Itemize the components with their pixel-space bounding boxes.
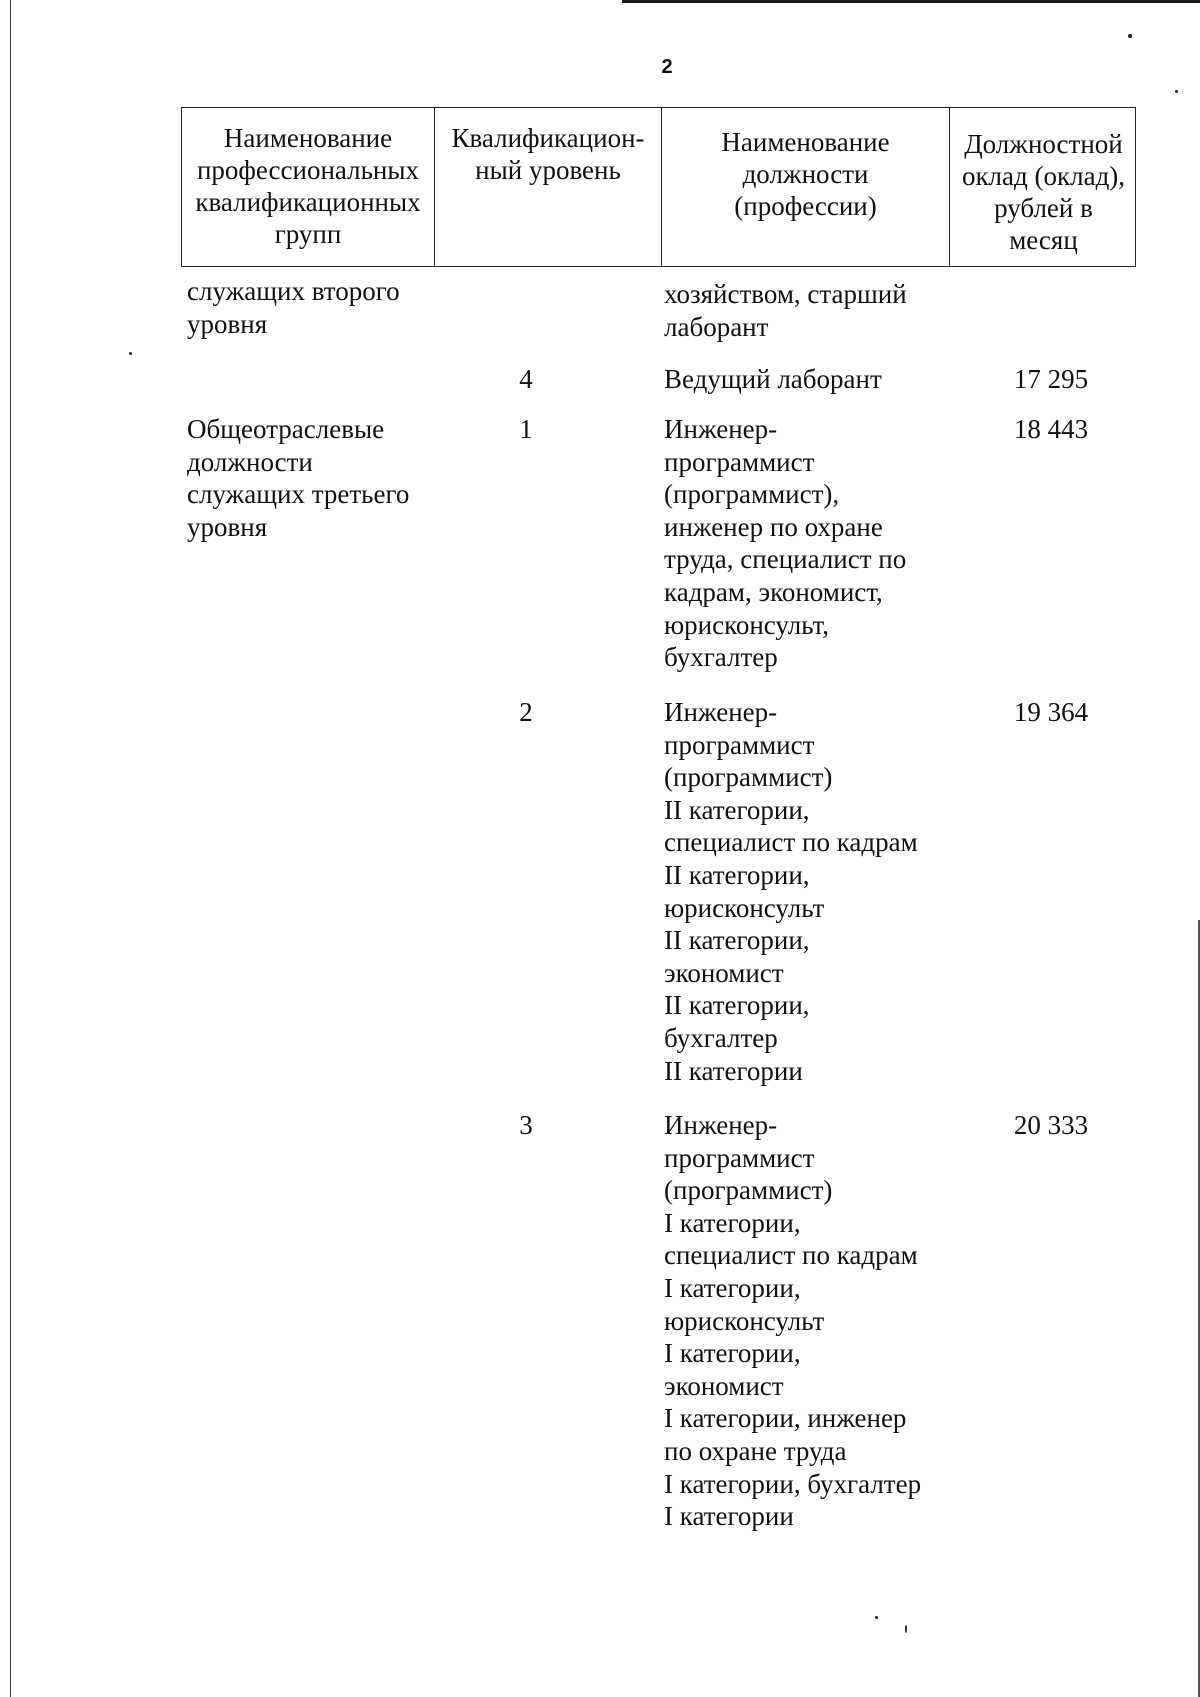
level-cell: 2	[519, 697, 533, 727]
position-cell: Инженер- программист (программист), инженер по охране труда, специалист по кадрам, экономист, юрисконсульт, бухгалтер	[664, 414, 907, 673]
position-cell: хозяйством, старший лаборант	[664, 279, 907, 342]
group-cell: служащих второго уровня	[187, 276, 400, 339]
level-cell: 1	[519, 414, 533, 444]
salary-cell: 20 333	[1013, 1110, 1089, 1140]
salary-cell: 19 364	[1013, 697, 1089, 727]
scan-top-rule	[622, 0, 1200, 3]
scan-left-edge	[10, 0, 11, 1697]
position-cell: Инженер- программист (программист) II категории, специалист по кадрам II категории, юрисконсульт II категории, экономист II категории, бухгалтер II категории	[664, 697, 918, 1086]
level-cell: 3	[519, 1110, 533, 1140]
header-qualification-level: Квалификацион- ный уровень	[435, 108, 662, 266]
salary-cell: 18 443	[1013, 414, 1089, 444]
header-position-name: Наименование должности (профессии)	[662, 108, 950, 266]
scan-speck	[129, 352, 132, 355]
level-cell: 4	[519, 364, 533, 394]
header-professional-group: Наименование профессиональных квалификационных групп	[182, 108, 435, 266]
position-cell: Ведущий лаборант	[664, 364, 882, 394]
page-number: 2	[661, 56, 673, 78]
scan-speck	[1128, 34, 1132, 38]
header-salary: Должностной оклад (оклад), рублей в месяц	[961, 129, 1126, 255]
salary-cell: 17 295	[1013, 364, 1089, 394]
table-header	[181, 107, 1136, 267]
position-cell: Инженер- программист (программист) I категории, специалист по кадрам I категории, юрисконсульт I категории, экономист I категории, инженер по охране труда I категории, бухгалтер I категории	[664, 1110, 922, 1532]
scan-speck	[875, 1616, 878, 1619]
scan-speck	[905, 1625, 907, 1633]
group-cell: Общеотраслевые должности служащих третьего уровня	[187, 414, 410, 542]
scan-speck	[1175, 90, 1178, 93]
